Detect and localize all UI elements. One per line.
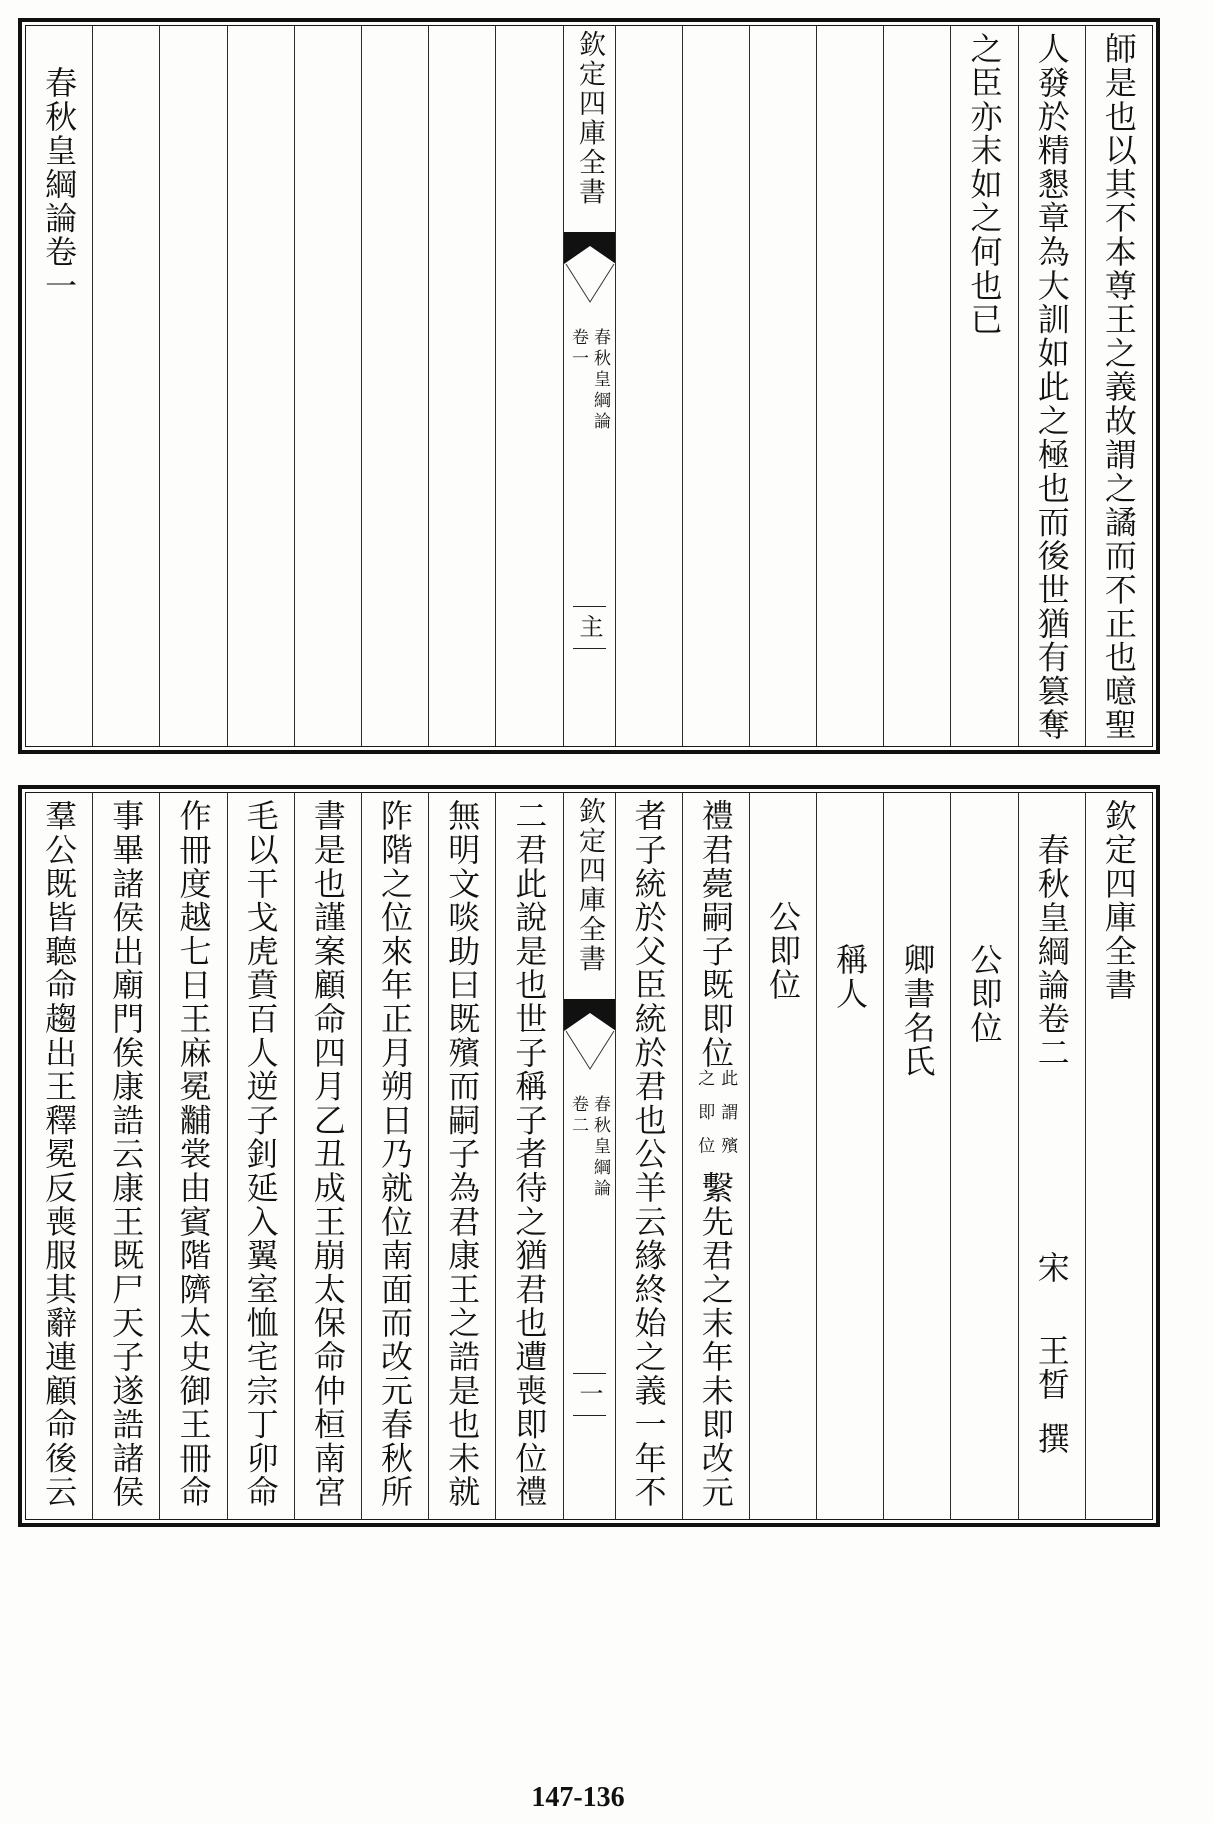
text-column <box>1085 26 1152 746</box>
folio-rule <box>573 648 606 649</box>
empty-column <box>816 26 883 746</box>
section-heading: 公即位 <box>763 900 802 1002</box>
column-text: 禮君薨嗣子既即位 <box>696 799 735 1070</box>
column-text: 者子統於父臣統於君也公羊云緣終始之義一年不 <box>629 799 668 1509</box>
center-strip <box>563 793 615 1519</box>
text-column <box>428 793 495 1519</box>
upper-leaf-frame <box>18 18 1160 754</box>
fish-tail-ornament <box>564 999 615 1089</box>
column-text: 師是也以其不本尊王之義故謂之譎而不正也噫聖 <box>1099 32 1138 742</box>
column-text: 阼階之位來年正月朔日乃就位南面而改元春秋所 <box>376 799 415 1509</box>
volume-title: 春秋皇綱論卷二 <box>1032 833 1071 1070</box>
page-number: 147-136 <box>531 1782 625 1813</box>
empty-column <box>92 26 159 746</box>
center-strip <box>563 26 615 746</box>
fish-tail-ornament <box>564 232 615 322</box>
column-text: 人發於精懇章為大訓如此之極也而後世猶有篡奪 <box>1032 32 1071 742</box>
section-heading-column <box>749 793 816 1519</box>
topic-column <box>883 793 950 1519</box>
column-text: 事畢諸侯出廟門俟康誥云康王既尸天子遂誥諸侯 <box>107 799 146 1509</box>
strip-title <box>568 328 610 433</box>
empty-column <box>361 26 428 746</box>
folio-number: 主 <box>575 614 603 638</box>
column-text: 繫先君之末年未即改元 <box>696 1170 735 1509</box>
column-text: 書是也謹案顧命四月乙丑成王崩太保命仲桓南宮 <box>308 799 347 1509</box>
strip-volume: 卷二 <box>568 1095 588 1137</box>
column-text: 羣公既皆聽命趨出王釋冕反喪服其辭連顧命後云 <box>40 799 79 1509</box>
empty-column <box>227 26 294 746</box>
empty-column <box>749 26 816 746</box>
folio-number: 一 <box>575 1381 603 1405</box>
authorship-mark: 撰 <box>1032 1422 1071 1456</box>
folio-rule <box>573 606 606 607</box>
volume-end-line: 春秋皇綱論卷一 <box>40 66 79 303</box>
column-text: 作冊度越七日王麻冕黼裳由賓階隮太史御王冊命 <box>174 799 213 1509</box>
column-text: 毛以干戈虎賁百人逆子釗延入翼室恤宅宗丁卯命 <box>241 799 280 1509</box>
empty-column <box>495 26 562 746</box>
text-column <box>615 793 682 1519</box>
topic-entry: 卿書名氏 <box>898 943 937 1079</box>
empty-column <box>682 26 749 746</box>
text-column <box>682 793 749 1519</box>
strip-title <box>568 1095 610 1200</box>
text-column <box>294 793 361 1519</box>
empty-column <box>294 26 361 746</box>
topic-entry: 稱人 <box>831 943 870 1011</box>
empty-column <box>883 26 950 746</box>
collection-heading: 欽定四庫全書 <box>1099 799 1138 1002</box>
collection-label: 欽定四庫全書 <box>574 30 605 207</box>
topic-column <box>950 793 1017 1519</box>
collection-heading-column <box>1085 793 1152 1519</box>
note-left-line: 之即位 <box>694 1069 715 1171</box>
text-column <box>361 793 428 1519</box>
lower-leaf-frame <box>18 785 1160 1527</box>
column-text: 二君此說是也世子稱子者待之猶君也遭喪即位禮 <box>510 799 549 1509</box>
empty-column <box>159 26 226 746</box>
folio-rule <box>573 1373 606 1374</box>
author-dynasty: 宋 <box>1032 1251 1071 1285</box>
strip-volume: 卷一 <box>568 328 588 370</box>
note-right-line: 此謂殯 <box>717 1069 738 1171</box>
empty-column <box>428 26 495 746</box>
folio-rule <box>573 1415 606 1416</box>
text-column <box>1018 26 1085 746</box>
collection-label: 欽定四庫全書 <box>574 797 605 974</box>
topic-entry: 公即位 <box>965 943 1004 1045</box>
text-column <box>950 26 1017 746</box>
topic-column <box>816 793 883 1519</box>
strip-book-title: 春秋皇綱論 <box>590 328 610 433</box>
lower-leaf-columns <box>25 792 1153 1520</box>
text-column <box>159 793 226 1519</box>
column-text: 無明文啖助曰既殯而嗣子為君康王之誥是也未就 <box>443 799 482 1509</box>
author-name: 王晳 <box>1032 1334 1071 1402</box>
empty-column <box>615 26 682 746</box>
text-column <box>495 793 562 1519</box>
text-column <box>92 793 159 1519</box>
strip-book-title: 春秋皇綱論 <box>590 1095 610 1200</box>
column-text: 之臣亦末如之何也已 <box>965 32 1004 337</box>
upper-leaf-columns <box>25 25 1153 747</box>
interlinear-note <box>694 1069 737 1170</box>
volume-title-column <box>1018 793 1085 1519</box>
text-column <box>227 793 294 1519</box>
volume-end-column <box>26 26 92 746</box>
text-column <box>26 793 92 1519</box>
